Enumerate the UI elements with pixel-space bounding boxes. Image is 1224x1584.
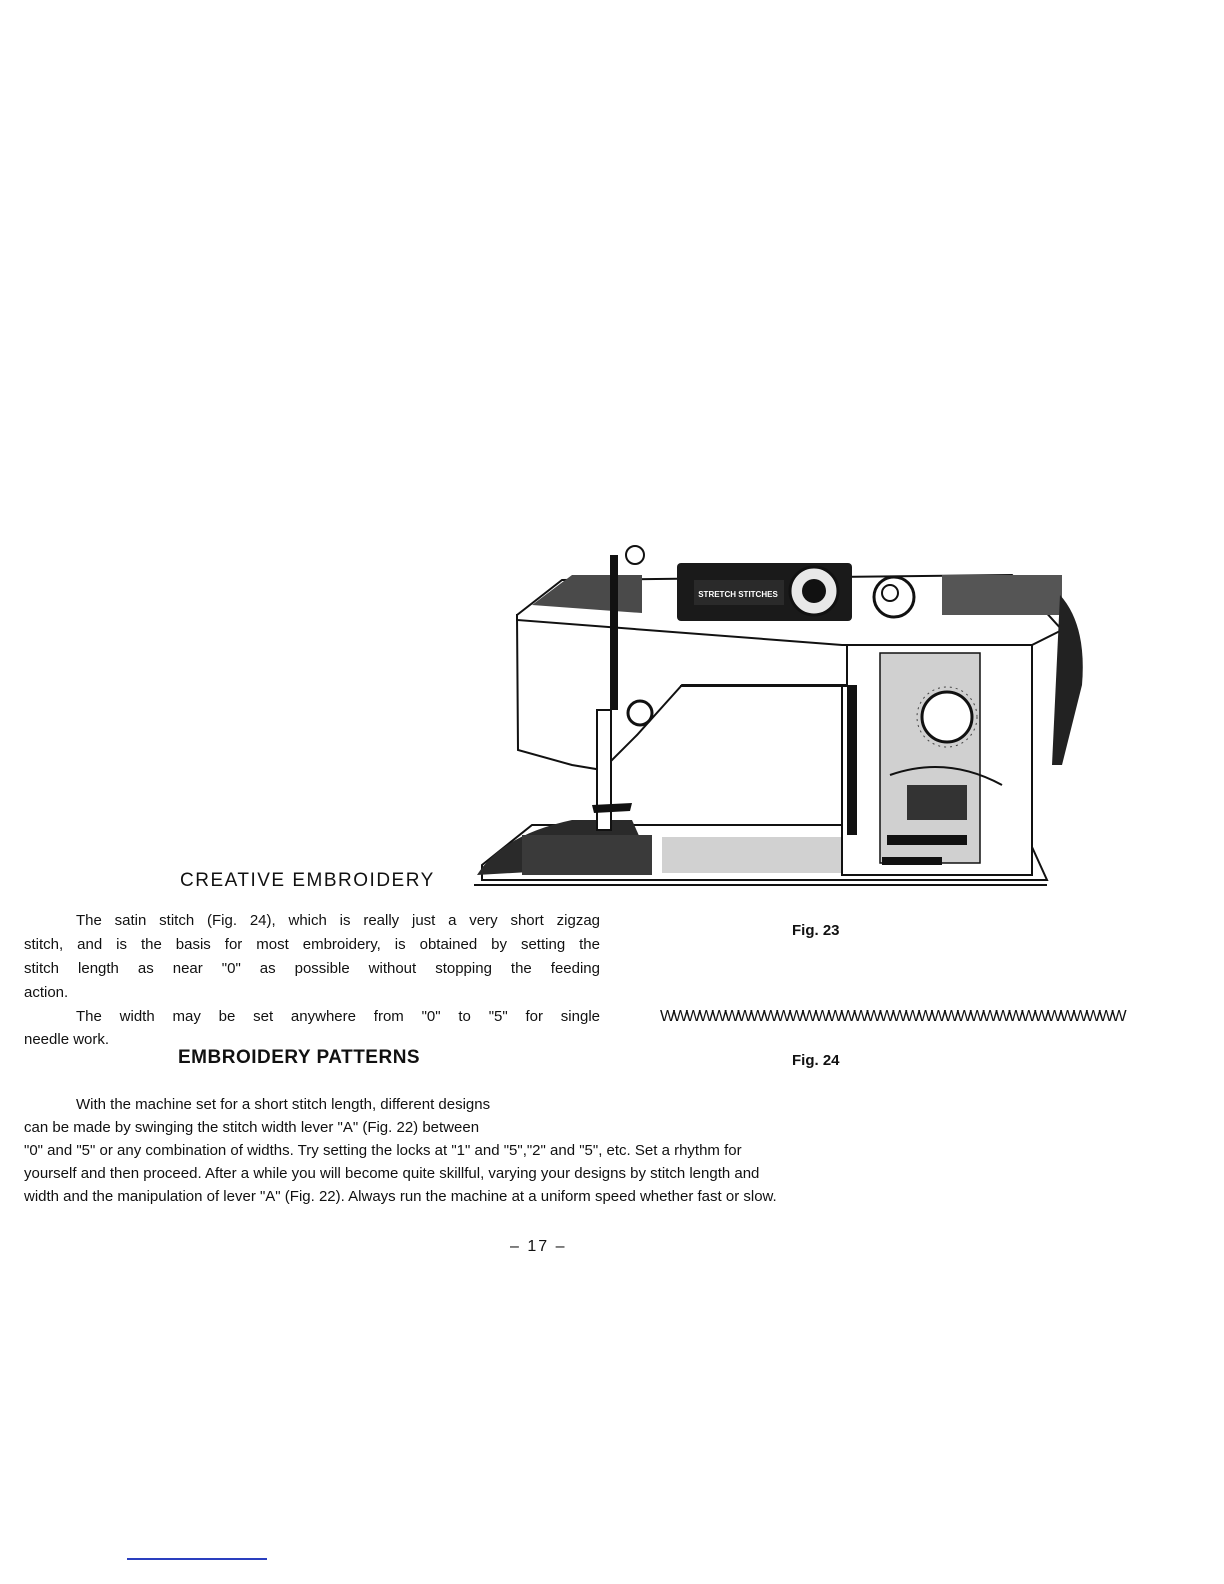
footer-rule bbox=[127, 1558, 267, 1560]
paragraph-line: With the machine set for a short stitch length, different designs bbox=[76, 1096, 491, 1113]
paragraph-line: stitch length as near "0" as possible without stopping the feeding bbox=[24, 960, 600, 977]
paragraph-line: stitch, and is the basis for most embroidery, is obtained by setting the bbox=[24, 936, 600, 953]
sewing-machine-figure bbox=[462, 535, 1102, 907]
creative-embroidery-heading: CREATIVE EMBROIDERY bbox=[180, 870, 435, 891]
width-paragraph bbox=[24, 1005, 600, 1051]
paragraph-line: The width may be set anywhere from "0" to "5" for single bbox=[76, 1008, 600, 1025]
sewing-machine-illustration-icon bbox=[462, 535, 1102, 907]
paragraph-line: yourself and then proceed. After a while you will become quite skillful, varying your designs by stitch length and bbox=[24, 1165, 760, 1182]
paragraph-line: action. bbox=[24, 984, 69, 1001]
paragraph-line: The satin stitch (Fig. 24), which is really just a very short zigzag bbox=[76, 912, 600, 929]
paragraph-line: can be made by swinging the stitch width lever "A" (Fig. 22) between bbox=[24, 1119, 480, 1136]
panel-label: STRETCH STITCHES bbox=[698, 590, 778, 599]
embroidery-patterns-heading: EMBROIDERY PATTERNS bbox=[178, 1047, 421, 1068]
fig23-caption: Fig. 23 bbox=[792, 922, 840, 939]
fig24-caption: Fig. 24 bbox=[792, 1052, 840, 1069]
satin-stitch-sample-icon: WWWWWWWWWWWWWWWWWWWWWWWWWWWWWWWWWWWW bbox=[660, 1008, 1125, 1025]
paragraph-line: needle work. bbox=[24, 1031, 110, 1048]
paragraph-line: width and the manipulation of lever "A" (Fig. 22). Always run the machine at a uniform speed whether fast or slow. bbox=[24, 1188, 777, 1205]
patterns-paragraph bbox=[24, 1093, 984, 1208]
page-number: – 17 – bbox=[510, 1238, 567, 1255]
satin-stitch-paragraph bbox=[24, 909, 600, 1005]
paragraph-line: "0" and "5" or any combination of widths. Try setting the locks at "1" and "5","2" and "5", etc. Set a rhythm for bbox=[24, 1142, 742, 1159]
